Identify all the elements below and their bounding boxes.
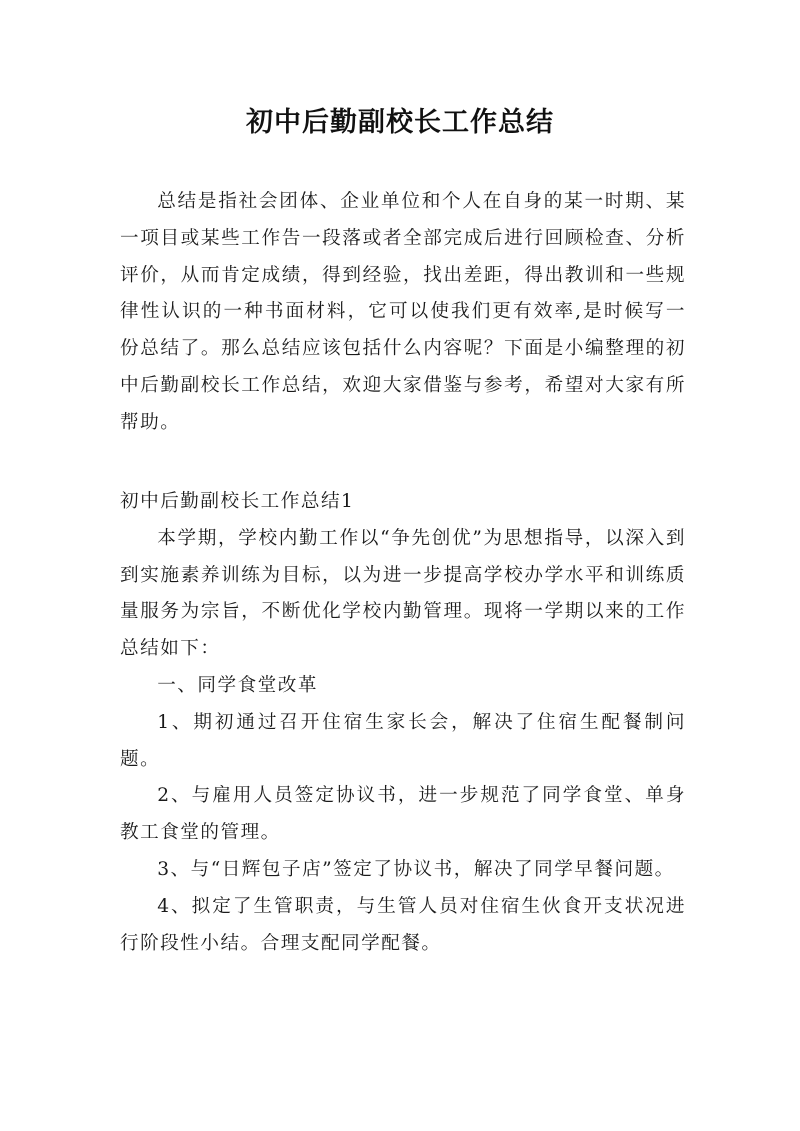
section-heading: 初中后勤副校长工作总结1	[120, 491, 355, 512]
subsection-heading: 一、同学食堂改革	[157, 674, 318, 696]
list-item: 1、期初通过召开住宿生家长会，解决了住宿生配餐制问题。	[120, 711, 686, 770]
intro-block	[120, 184, 686, 442]
body-paragraph: 本学期，学校内勤工作以“争先创优”为思想指导，以深入到到实施素养训练为目标，以为进一步提高学校办学水平和训练质量服务为宗旨，不断优化学校内勤管理。现将一学期以来的工作总结如下：	[120, 527, 686, 660]
list-item: 2、与雇用人员签定协议书，进一步规范了同学食堂、单身教工食堂的管理。	[120, 785, 686, 844]
section-block	[120, 484, 686, 962]
list-item: 4、拟定了生管职责，与生管人员对住宿生伙食开支状况进行阶段性小结。合理支配同学配餐。	[120, 895, 686, 954]
document-title: 初中后勤副校长工作总结	[246, 107, 554, 138]
intro-paragraph: 总结是指社会团体、企业单位和个人在自身的某一时期、某一项目或某些工作告一段落或者全部完成后进行回顾检查、分析评价，从而肯定成绩，得到经验，找出差距，得出教训和一些规律性认识的一种书面材料，它可以使我们更有效率,是时候写一份总结了。那么总结应该包括什么内容呢？下面是小编整理的初中后勤副校长工作总结，欢迎大家借鉴与参考，希望对大家有所帮助。	[120, 191, 686, 433]
list-item: 3、与“日辉包子店”签定了协议书，解决了同学早餐问题。	[157, 858, 675, 880]
